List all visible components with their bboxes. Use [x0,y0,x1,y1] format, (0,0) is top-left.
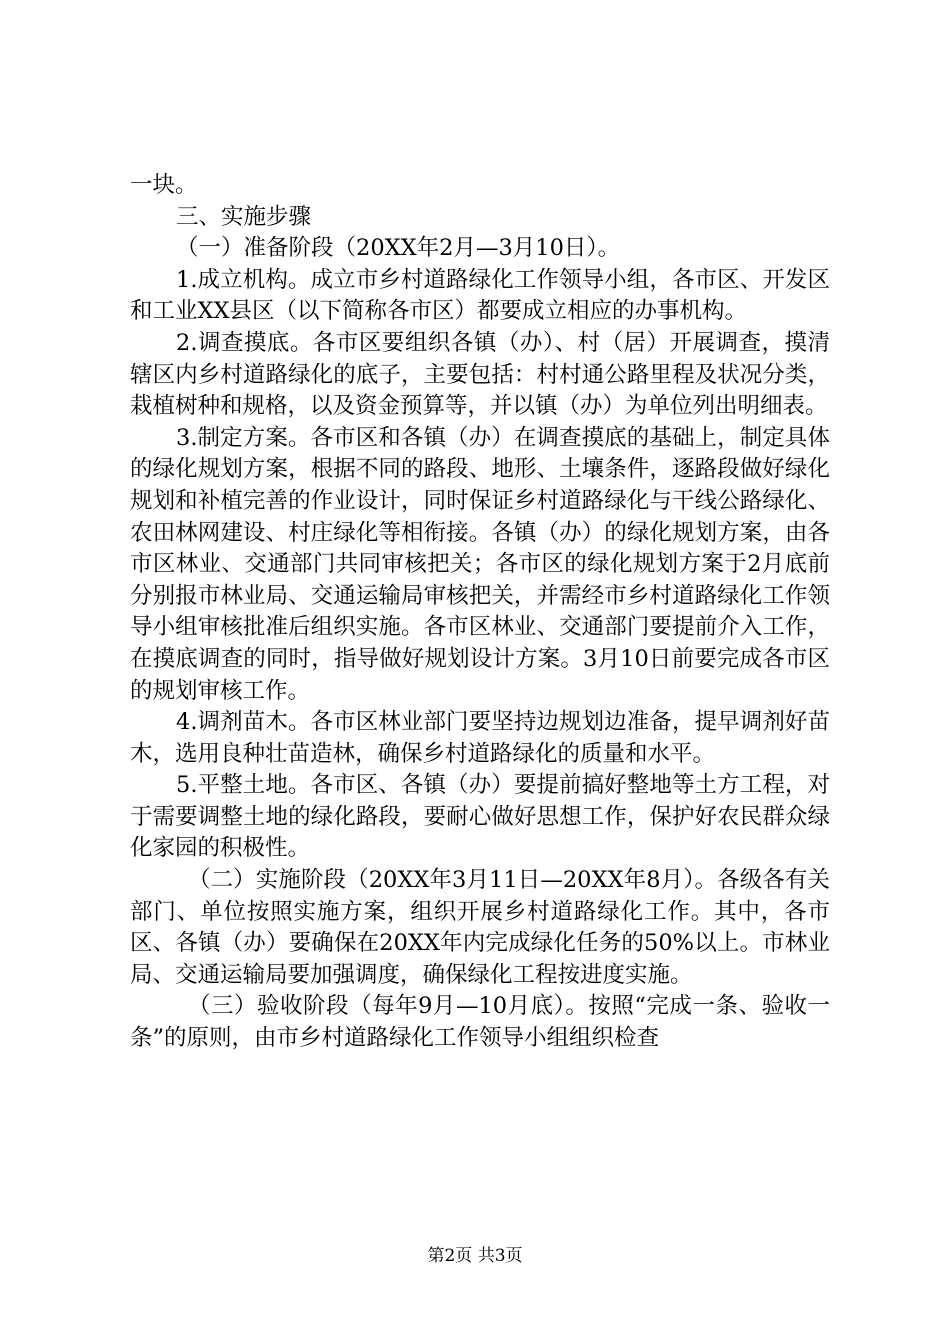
paragraph-allocate-seedlings: 4.调剂苗木。各市区林业部门要坚持边规划边准备，提早调剂好苗木，选用良种壮苗造林，确保乡村道路绿化的质量和水平。 [130,709,830,767]
paragraph-implementation-stage: （二）实施阶段（20XX年3月11日—20XX年8月）。各级各有关部门、单位按照实施方案，组织开展乡村道路绿化工作。其中，各市区、各镇（办）要确保在20XX年内完成绿化任务的50%以上。市林业局、交通运输局要加强调度，确保绿化工程按进度实施。 [130,867,830,988]
paragraph-continuation: 一块。 [130,172,198,198]
paragraph-survey: 2.调查摸底。各市区要组织各镇（办）、村（居）开展调查，摸清辖区内乡村道路绿化的底子，主要包括：村村通公路里程及状况分类，栽植树种和规格，以及资金预算等，并以镇（办）为单位列出明细表。 [130,329,830,420]
paragraph-formulate-plan: 3.制定方案。各市区和各镇（办）在调查摸底的基础上，制定具体的绿化规划方案，根据不同的路段、地形、土壤条件，逐路段做好绿化规划和补植完善的作业设计，同时保证乡村道路绿化与干线公路绿化、农田林网建设、村庄绿化等相衔接。各镇（办）的绿化规划方案，由各市区林业、交通部门共同审核把关；各市区的绿化规划方案于2月底前分别报市林业局、交通运输局审核把关，并需经市乡村道路绿化工作领导小组审核批准后组织实施。各市区林业、交通部门要提前介入工作，在摸底调查的同时，指导做好规划设计方案。3月10日前要完成各市区的规划审核工作。 [130,424,830,704]
page-number-footer: 第2页 共3页 [427,1246,523,1266]
subheading-preparation-stage: （一）准备阶段（20XX年2月—3月10日）。 [176,235,621,262]
document-body [130,170,830,1055]
section-heading-implementation-steps: 三、实施步骤 [176,203,312,230]
paragraph-establish-organization: 1.成立机构。成立市乡村道路绿化工作领导小组，各市区、开发区和工业XX县区（以下简称各市区）都要成立相应的办事机构。 [130,266,830,325]
paragraph-level-land: 5.平整土地。各市区、各镇（办）要提前搞好整地等土方工程，对于需要调整土地的绿化路段，要耐心做好思想工作，保护好农民群众绿化家园的积极性。 [130,772,830,862]
paragraph-acceptance-stage: （三）验收阶段（每年9月—10月底）。按照“完成一条、验收一条”的原则，由市乡村道路绿化工作领导小组组织检查 [130,993,830,1052]
